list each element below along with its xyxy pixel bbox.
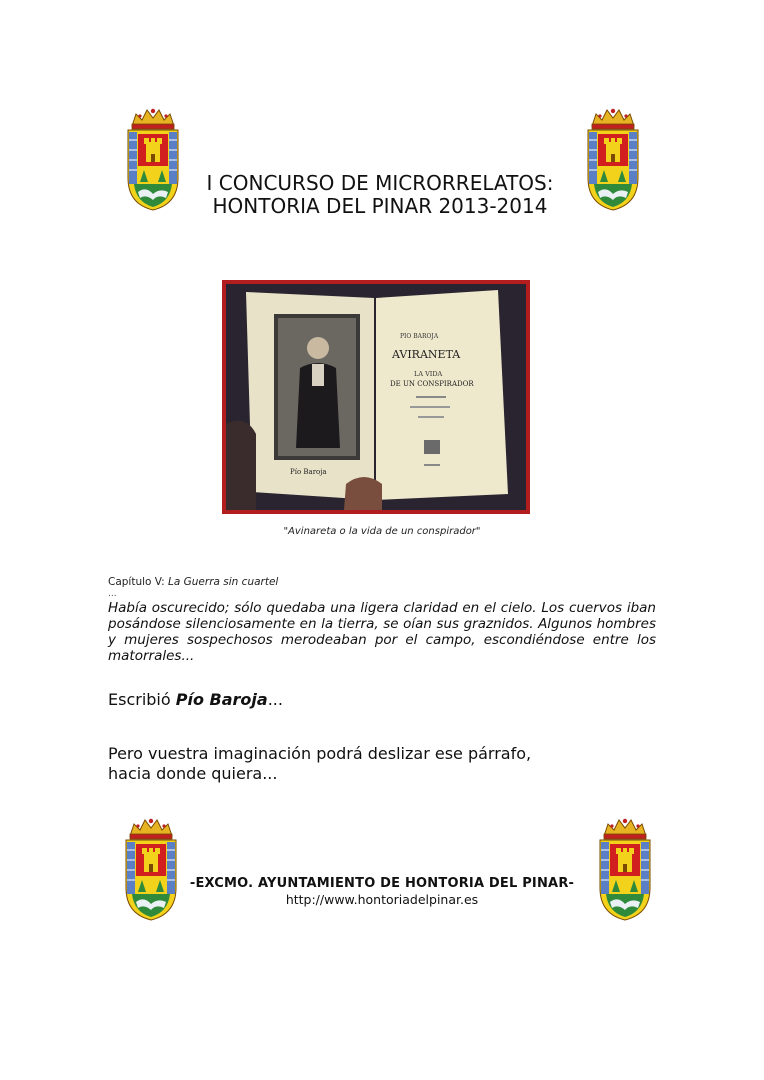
book-title: AVIRANETA: [392, 348, 461, 361]
attribution-prefix: Escribió: [108, 690, 176, 709]
invitation-text: [108, 744, 668, 784]
municipal-crest-bottom-left: [122, 818, 180, 922]
attribution-suffix: ...: [267, 690, 283, 709]
excerpt-ellipsis: ...: [108, 589, 117, 599]
chapter-heading: [108, 576, 278, 588]
chapter-prefix: Capítulo V:: [108, 576, 169, 588]
invitation-line1: Pero vuestra imaginación podrá deslizar ese párrafo,: [108, 744, 532, 763]
attribution-line: [108, 690, 283, 709]
photo-caption: "Avinareta o la vida de un conspirador": [283, 526, 481, 537]
book-photo: [222, 280, 530, 514]
book-subtitle-1: LA VIDA: [414, 370, 443, 378]
municipal-crest-bottom-right: [596, 818, 654, 922]
contest-title-line2: HONTORIA DEL PINAR 2013-2014: [212, 194, 548, 218]
invitation-line2: hacia donde quiera...: [108, 764, 278, 783]
attribution-author: Pío Baroja: [175, 690, 268, 709]
contest-title: [170, 172, 590, 218]
chapter-title: La Guerra sin cuartel: [168, 576, 279, 588]
footer-website-link[interactable]: http://www.hontoriadelpinar.es: [285, 892, 479, 907]
contest-title-line1: I CONCURSO DE MICRORRELATOS:: [206, 171, 554, 195]
book-subtitle-2: DE UN CONSPIRADOR: [390, 380, 474, 388]
portrait-caption: Pío Baroja: [290, 468, 327, 476]
municipal-crest-top-right: [584, 108, 642, 212]
excerpt-paragraph: Había oscurecido; sólo quedaba una ligera claridad en el cielo. Los cuervos iban posándose silenciosamente en la tierra, se oían sus graznidos. Algunos hombres y mujeres sospechosos merodeaban por el campo, escondiéndose entre los matorrales...: [108, 600, 656, 664]
open-book-image: [226, 284, 526, 510]
book-author: PIO BAROJA: [400, 333, 439, 340]
footer-organization: -EXCMO. AYUNTAMIENTO DE HONTORIA DEL PINAR-: [189, 876, 575, 891]
